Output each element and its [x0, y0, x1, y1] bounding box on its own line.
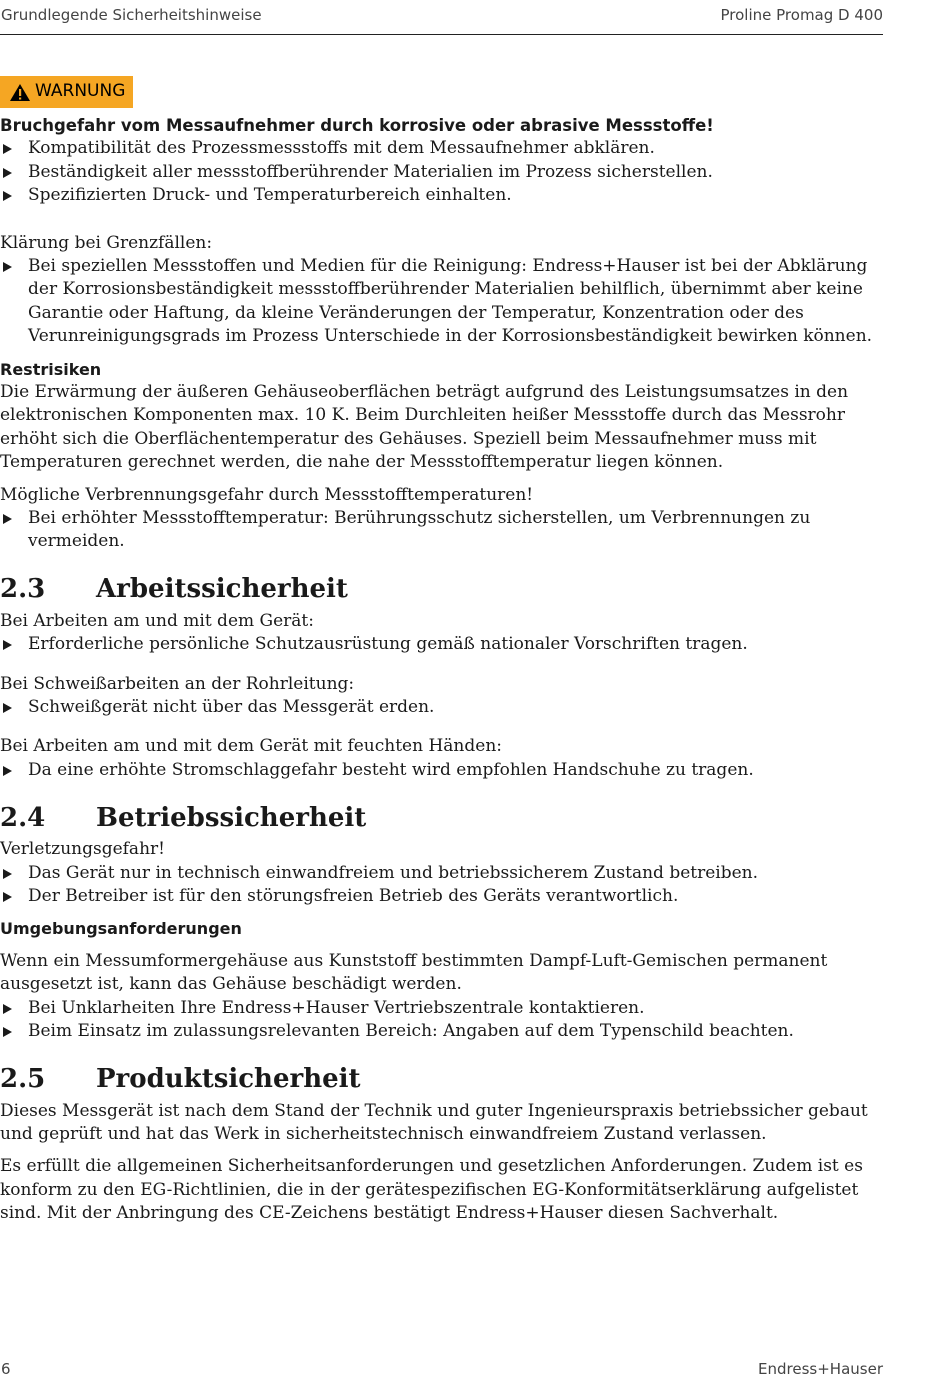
list-item: Bei Unklarheiten Ihre Endress+Hauser Vertriebszentrale kontaktieren.	[0, 997, 885, 1020]
s23-intro2: Bei Schweißarbeiten an der Rohrleitung:	[0, 673, 355, 694]
section-title: Betriebssicherheit	[96, 802, 367, 833]
umgebung-text: Wenn ein Messumformergehäuse aus Kunststoff bestimmten Dampf-Luft-Gemischen permanent ausgesetzt ist, kann das Gehäuse beschädigt werden.	[0, 950, 828, 995]
warning-triangle-icon	[9, 83, 31, 102]
section-number: 2.4	[0, 802, 46, 833]
list-item: Da eine erhöhte Stromschlaggefahr besteht wird empfohlen Handschuhe zu tragen.	[0, 759, 885, 782]
s25-paragraph-2: Es erfüllt die allgemeinen Sicherheitsanforderungen und gesetzlichen Anforderungen. Zudem ist es konform zu den EG-Richtlinien, die in der gerätespezifischen EG-Konformitätserklärung aufgelistet sind. Mit der Anbringung des CE-Zeichens bestätigt Endress+Hauser diesen Sachverhalt.	[0, 1156, 863, 1224]
bullet-arrow-icon	[3, 869, 12, 879]
warning-label: WARNUNG	[35, 81, 126, 102]
header-rule	[0, 34, 883, 35]
bullet-arrow-icon	[3, 703, 12, 713]
section-number: 2.5	[0, 1063, 46, 1094]
section-heading-2-3	[0, 572, 885, 608]
header-product: Proline Promag D 400	[720, 6, 883, 24]
section-heading-2-4	[0, 800, 885, 836]
page-header	[0, 6, 883, 28]
bullet-arrow-icon	[3, 766, 12, 776]
list-item: Der Betreiber ist für den störungsfreien Betrieb des Geräts verantwortlich.	[0, 885, 885, 908]
footer-brand: Endress+Hauser	[758, 1360, 883, 1378]
bullet-arrow-icon	[3, 514, 12, 524]
bullet-arrow-icon	[3, 640, 12, 650]
bullet-arrow-icon	[3, 168, 12, 178]
list-item: Bei speziellen Messstoffen und Medien für die Reinigung: Endress+Hauser ist bei der Abklärung der Korrosionsbeständigkeit messstoffberührender Materialien behilflich, übernimmt aber keine Garantie oder Haftung, da kleine Veränderungen der Temperatur, Konzentration oder des Verunreinigungsgrads im Prozess Unterschiede in der Korrosionsbeständigkeit bewirken können.	[0, 255, 885, 349]
page-number: 6	[1, 1360, 11, 1378]
restrisiken-heading: Restrisiken	[0, 359, 102, 379]
bullet-arrow-icon	[3, 1027, 12, 1037]
s23-intro3: Bei Arbeiten am und mit dem Gerät mit feuchten Händen:	[0, 736, 502, 757]
bullet-arrow-icon	[3, 191, 12, 201]
bullet-arrow-icon	[3, 262, 12, 272]
section-number: 2.3	[0, 574, 46, 605]
list-item: Das Gerät nur in technisch einwandfreiem und betriebssicherem Zustand betreiben.	[0, 862, 885, 885]
list-item: Spezifizierten Druck- und Temperaturbereich einhalten.	[0, 184, 885, 207]
warning-badge	[0, 76, 133, 108]
list-item: Schweißgerät nicht über das Messgerät erden.	[0, 696, 885, 719]
grenz-intro: Klärung bei Grenzfällen:	[0, 232, 213, 253]
s23-intro1: Bei Arbeiten am und mit dem Gerät:	[0, 610, 314, 631]
list-item: Kompatibilität des Prozessmessstoffs mit dem Messaufnehmer abklären.	[0, 137, 885, 160]
restrisiken-text: Die Erwärmung der äußeren Gehäuseoberflächen beträgt aufgrund des Leistungsumsatzes in den elektronischen Komponenten max. 10 K. Beim Durchleiten heißer Messstoffe durch das Messrohr erhöht sich die Oberflächentemperatur des Gehäuses. Speziell beim Messaufnehmer muss mit Temperaturen gerechnet werden, die nahe der Messstofftemperatur liegen können.	[0, 381, 849, 473]
umgebung-heading: Umgebungsanforderungen	[0, 919, 242, 939]
header-chapter: Grundlegende Sicherheitshinweise	[1, 6, 262, 24]
section-title: Produktsicherheit	[96, 1063, 361, 1094]
warning-title: Bruchgefahr vom Messaufnehmer durch korrosive oder abrasive Messstoffe!	[0, 115, 714, 135]
s25-paragraph-1: Dieses Messgerät ist nach dem Stand der Technik und guter Ingenieurspraxis betriebssicher gebaut und geprüft und hat das Werk in sicherheitstechnisch einwandfreiem Zustand verlassen.	[0, 1100, 868, 1144]
restrisiken-note: Mögliche Verbrennungsgefahr durch Messstofftemperaturen!	[0, 484, 534, 505]
list-item: Bei erhöhter Messstofftemperatur: Berührungsschutz sicherstellen, um Verbrennungen zu vermeiden.	[0, 507, 885, 554]
s24-intro: Verletzungsgefahr!	[0, 839, 165, 860]
page-footer	[0, 1360, 883, 1380]
list-item: Beim Einsatz im zulassungsrelevanten Bereich: Angaben auf dem Typenschild beachten.	[0, 1020, 885, 1043]
section-heading-2-5	[0, 1062, 885, 1098]
page-content	[0, 76, 885, 1226]
bullet-arrow-icon	[3, 1004, 12, 1014]
list-item: Erforderliche persönliche Schutzausrüstung gemäß nationaler Vorschriften tragen.	[0, 633, 885, 656]
section-title: Arbeitssicherheit	[96, 574, 348, 605]
bullet-arrow-icon	[3, 144, 12, 154]
list-item: Beständigkeit aller messstoffberührender Materialien im Prozess sicherstellen.	[0, 161, 885, 184]
bullet-arrow-icon	[3, 892, 12, 902]
